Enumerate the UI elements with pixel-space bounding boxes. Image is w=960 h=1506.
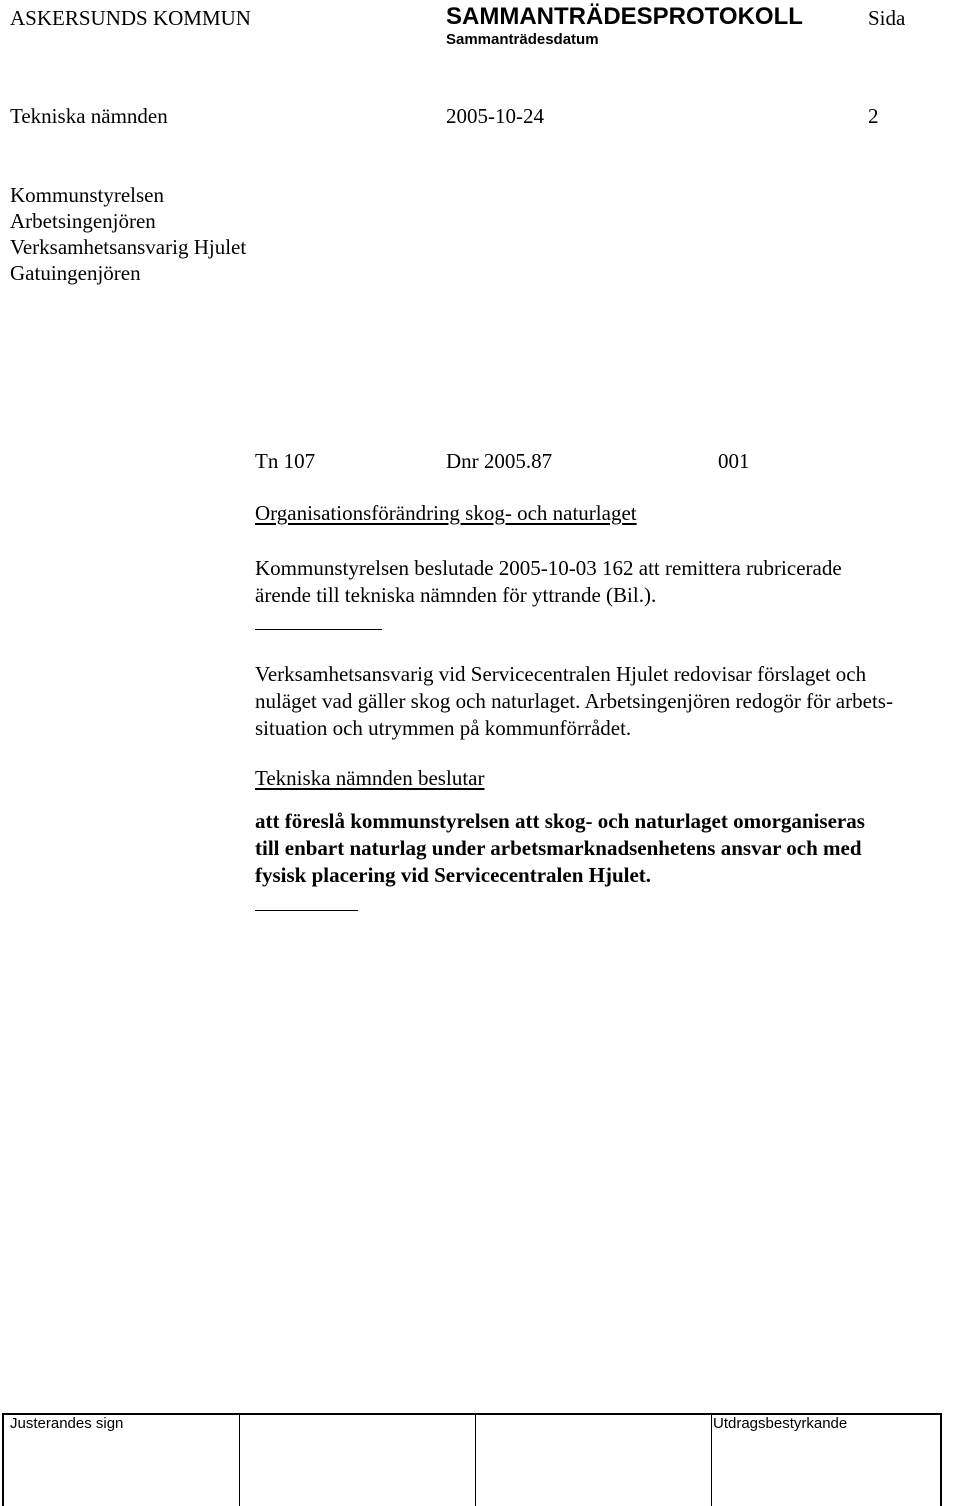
decision-line: till enbart naturlag under arbetsmarknadsenhetens ansvar och med: [255, 836, 862, 860]
report-line: nuläget vad gäller skog och naturlaget. Arbetsingenjören redogör för arbets-: [255, 689, 893, 713]
page-label: Sida: [868, 6, 906, 30]
diary-number: Dnr 2005.87: [446, 449, 553, 473]
decision-paragraph: [255, 808, 865, 889]
report-paragraph: [255, 661, 893, 742]
intro-paragraph: [255, 555, 842, 609]
signature-cell: [475, 1415, 712, 1506]
utdragsbestyrkande-label: Utdragsbestyrkande: [713, 1415, 848, 1432]
intro-line: Kommunstyrelsen beslutade 2005-10-03 162 att remittera rubricerade: [255, 556, 842, 580]
separator-line: [255, 629, 382, 630]
decision-line: fysisk placering vid Servicecentralen Hjulet.: [255, 863, 652, 887]
recipient: Gatuingenjören: [10, 261, 141, 285]
recipient: Kommunstyrelsen: [10, 183, 164, 207]
report-line: situation och utrymmen på kommunförrådet.: [255, 716, 632, 740]
document-title: SAMMANTRÄDESPROTOKOLL: [446, 3, 803, 30]
report-line: Verksamhetsansvarig vid Servicecentralen Hjulet redovisar förslaget och: [255, 662, 867, 686]
classification-code: 001: [718, 449, 750, 473]
case-reference-line: [0, 449, 960, 479]
recipient: Verksamhetsansvarig Hjulet: [10, 235, 247, 259]
recipient-list: [10, 182, 246, 286]
meeting-date-label: Sammanträdesdatum: [446, 31, 599, 48]
signature-cell: [239, 1415, 476, 1506]
case-number: Tn 107: [255, 449, 316, 473]
decision-heading: Tekniska nämnden beslutar: [255, 766, 485, 790]
recipient: Arbetsingenjören: [10, 209, 156, 233]
committee-name: Tekniska nämnden: [10, 104, 168, 128]
separator-line: [255, 910, 358, 911]
meeting-date: 2005-10-24: [446, 104, 544, 128]
intro-line: ärende till tekniska nämnden för yttrande (Bil.).: [255, 583, 657, 607]
decision-line: att föreslå kommunstyrelsen att skog- och naturlaget omorganiseras: [255, 809, 865, 833]
organization-name: ASKERSUNDS KOMMUN: [10, 6, 251, 30]
case-subject: Organisationsförändring skog- och naturlaget: [255, 501, 637, 525]
justerande-sign-label: Justerandes sign: [10, 1415, 124, 1432]
page-number: 2: [868, 104, 879, 128]
